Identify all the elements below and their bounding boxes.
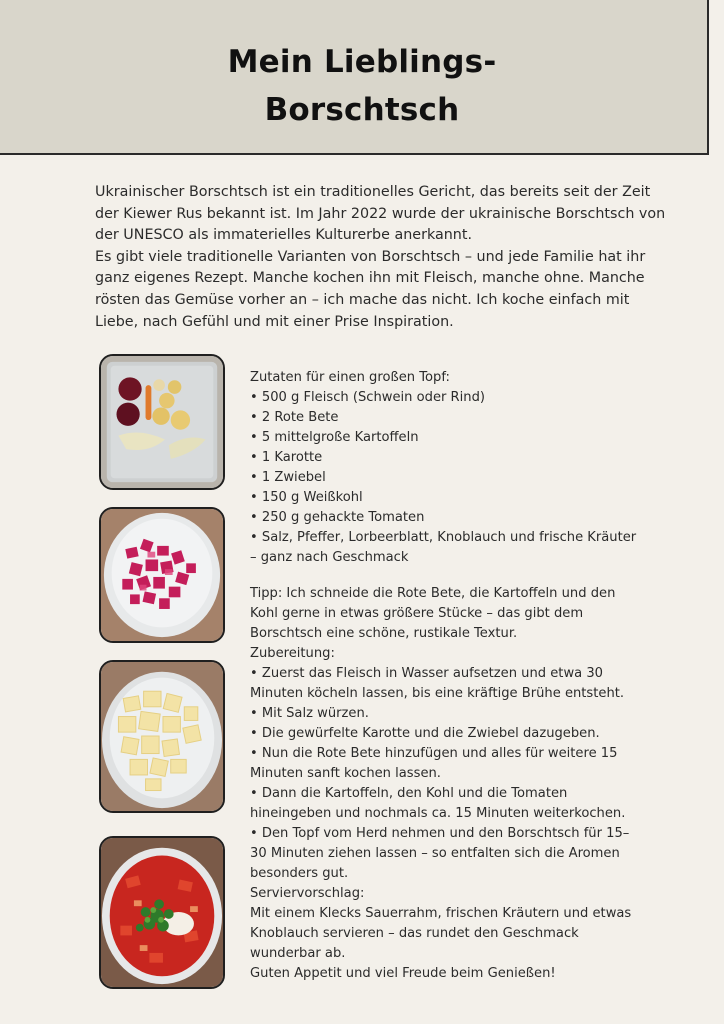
serving-line: wunderbar ab.	[250, 946, 346, 961]
preparation-line: • Zuerst das Fleisch in Wasser aufsetzen und etwa 30	[250, 666, 604, 681]
tip-line: Tipp: Ich schneide die Rote Bete, die Kartoffeln und den	[250, 586, 616, 601]
serving-line: Mit einem Klecks Sauerrahm, frischen Kräutern und etwas	[250, 906, 632, 921]
preparation-heading: Zubereitung:	[250, 646, 335, 661]
ingredients-heading: Zutaten für einen großen Topf:	[250, 370, 450, 385]
ingredient-item: • 5 mittelgroße Kartoffeln	[250, 430, 419, 445]
ingredient-item: • 250 g gehackte Tomaten	[250, 510, 425, 525]
ingredient-item: • 1 Zwiebel	[250, 470, 326, 485]
recipe-text	[250, 368, 670, 984]
title-line-1: Mein Lieblings-	[227, 44, 497, 80]
preparation-line: hineingeben und nochmals ca. 15 Minuten weiterkochen.	[250, 806, 626, 821]
preparation-line: 30 Minuten ziehen lassen – so entfalten sich die Aromen	[250, 846, 620, 861]
serving-line: Knoblauch servieren – das rundet den Geschmack	[250, 926, 579, 941]
ingredient-item: • 1 Karotte	[250, 450, 323, 465]
ingredient-item: • 2 Rote Bete	[250, 410, 339, 425]
intro-paragraph-1: Ukrainischer Borschtsch ist ein traditionelles Gericht, das bereits seit der Zeit der Kiewer Rus bekannt ist. Im Jahr 2022 wurde der ukrainische Borschtsch von der UNESCO als immaterielles Kulturerbe anerkannt.	[95, 184, 666, 244]
preparation-line: Minuten köcheln lassen, bis eine kräftige Brühe entsteht.	[250, 686, 625, 701]
preparation-line: besonders gut.	[250, 866, 349, 881]
photo-diced-beetroot	[99, 507, 225, 643]
preparation-line: • Nun die Rote Bete hinzufügen und alles für weitere 15	[250, 746, 618, 761]
preparation-line: Minuten sanft kochen lassen.	[250, 766, 441, 781]
preparation-line: • Dann die Kartoffeln, den Kohl und die Tomaten	[250, 786, 568, 801]
tip-line: Borschtsch eine schöne, rustikale Textur.	[250, 626, 518, 641]
ingredient-item: • 500 g Fleisch (Schwein oder Rind)	[250, 390, 486, 405]
serving-heading: Serviervorschlag:	[250, 886, 365, 901]
page-title	[0, 38, 724, 134]
photo-finished-borscht	[99, 836, 225, 989]
closing-line: Guten Appetit und viel Freude beim Genießen!	[250, 966, 556, 981]
preparation-line: • Die gewürfelte Karotte und die Zwiebel dazugeben.	[250, 726, 600, 741]
photo-raw-vegetables	[99, 354, 225, 490]
title-line-2: Borschtsch	[264, 92, 460, 128]
intro-text	[95, 182, 670, 333]
ingredient-item: – ganz nach Geschmack	[250, 550, 409, 565]
preparation-line: • Mit Salz würzen.	[250, 706, 369, 721]
photo-diced-potatoes	[99, 660, 225, 813]
intro-paragraph-2: Es gibt viele traditionelle Varianten von Borschtsch – und jede Familie hat ihr ganz eigenes Rezept. Manche kochen ihn mit Fleisch, manche ohne. Manche rösten das Gemüse vorher an – ich mache das nicht. Ich koche einfach mit Liebe, nach Gefühl und mit einer Prise Inspiration.	[95, 248, 646, 330]
preparation-line: • Den Topf vom Herd nehmen und den Borschtsch für 15–	[250, 826, 630, 841]
ingredient-item: • Salz, Pfeffer, Lorbeerblatt, Knoblauch und frische Kräuter	[250, 530, 637, 545]
ingredient-item: • 150 g Weißkohl	[250, 490, 363, 505]
tip-line: Kohl gerne in etwas größere Stücke – das gibt dem	[250, 606, 584, 621]
